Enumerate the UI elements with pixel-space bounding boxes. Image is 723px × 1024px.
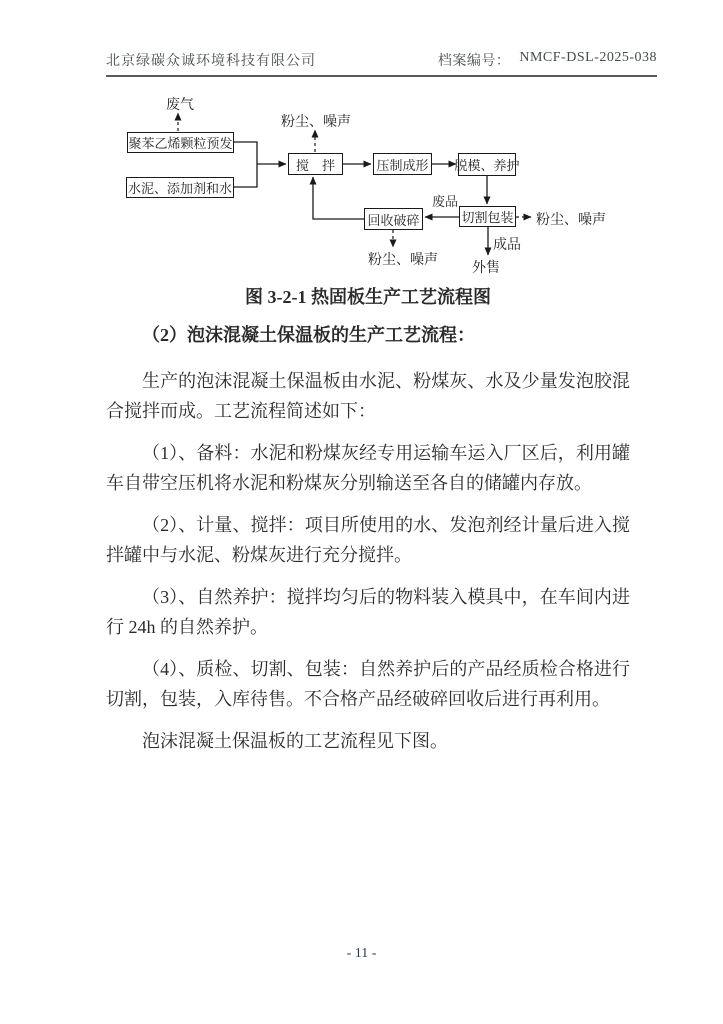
paragraph-step-1: （1）、备料：水泥和粉煤灰经专用运输车运入厂区后，利用罐车自带空压机将水泥和粉煤灰分别输送至各自的储罐内存放。: [106, 443, 630, 493]
figure-caption: 图 3-2-1 热固板生产工艺流程图: [245, 287, 491, 307]
label-dust-noise-right: 粉尘、噪声: [536, 213, 606, 228]
flow-box-pressing: 压制成形: [373, 153, 432, 175]
flow-box-demold-cure: 脱模、养护: [458, 153, 516, 176]
label-dust-noise-bottom: 粉尘、噪声: [368, 253, 438, 268]
archive-number: NMCF-DSL-2025-038: [519, 50, 657, 65]
paragraph-step-4: （4）、质检、切割、包装：自然养护后的产品经质检合格进行切割，包装，入库待售。不合格产品经破碎回收后进行再利用。: [106, 659, 630, 709]
paragraph-step-2: （2）、计量、搅拌：项目所使用的水、发泡剂经计量后进入搅拌罐中与水泥、粉煤灰进行充分搅拌。: [106, 515, 630, 565]
section-heading: （2）泡沫混凝土保温板的生产工艺流程：: [142, 325, 475, 345]
flow-box-materials: 水泥、添加剂和水: [126, 177, 234, 198]
flow-box-pre-expansion: 聚苯乙烯颗粒预发: [127, 132, 234, 153]
paragraph-intro: 生产的泡沫混凝土保温板由水泥、粉煤灰、水及少量发泡胶混合搅拌而成。工艺流程简述如下：: [106, 371, 630, 421]
archive-label: 档案编号：: [437, 54, 511, 69]
page-number: - 11 -: [346, 946, 377, 961]
label-finished-product: 成品: [493, 238, 521, 253]
flow-box-cut-pack: 切割包装: [459, 206, 516, 227]
paragraph-step-3: （3）、自然养护：搅拌均匀后的物料装入模具中，在车间内进行 24h 的自然养护。: [106, 587, 630, 637]
company-name: 北京绿碳众诚环境科技有限公司: [106, 54, 316, 69]
flow-box-mixing: 搅 拌: [288, 153, 343, 175]
connector-recycle-to-mixing: [313, 177, 364, 219]
document-body: [106, 286, 630, 768]
label-dust-noise-top: 粉尘、噪声: [281, 115, 351, 130]
flow-connectors: [0, 0, 723, 290]
flow-box-recycle-crush: 回收破碎: [364, 208, 423, 230]
paragraph-closing: 泡沫混凝土保温板的工艺流程见下图。: [142, 731, 448, 751]
label-scrap: 废品: [432, 194, 459, 209]
label-waste-gas: 废气: [166, 98, 194, 113]
process-flow-diagram: [0, 0, 723, 290]
connector-feed-bracket: [234, 142, 257, 187]
label-external-sale: 外售: [472, 261, 500, 276]
